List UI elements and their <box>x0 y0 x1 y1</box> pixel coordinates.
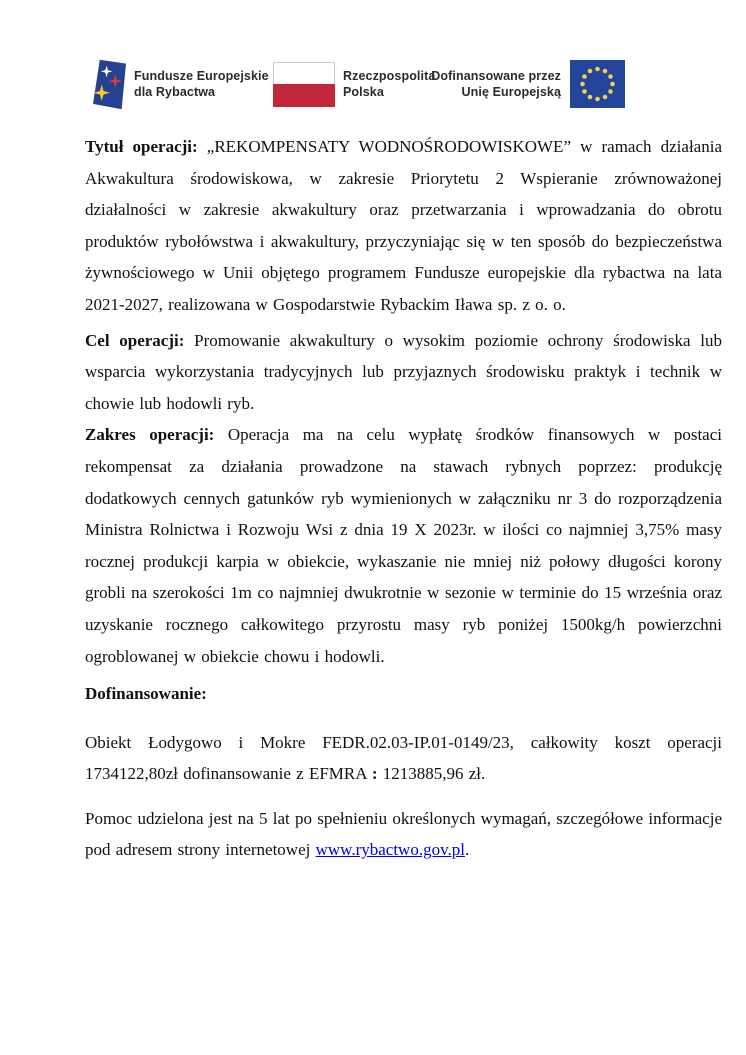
eu-flag-icon <box>570 60 625 108</box>
help-info-period: . <box>464 840 470 860</box>
fe-label-line1: Fundusze Europejskie <box>134 68 269 83</box>
logo-unia-europejska <box>431 58 625 110</box>
operation-title-text: „REKOMPENSATY WODNOŚRODOWISKOWE” w ramach działania Akwakultura środowiskowa, w zakresie Priorytetu 2 Wspieranie zrównoważonej działalności w zakresie akwakultury oraz przetwarzania i wprowadzania do obrotu produktów rybołówstwa i akwakultury, przyczyniając się w ten sposób do bezpieczeństwa żywnościowego w Unii objętego programem Fundusze europejskie dla rybactwa na lata 2021-2027, realizowana w Gospodarstwie Rybackim Iława sp. z o. o. <box>85 137 722 314</box>
rzeczpospolita-polska-label <box>343 68 435 101</box>
fundusze-europejskie-flag-icon <box>93 58 126 110</box>
fe-flag-shape <box>93 60 126 109</box>
operation-scope-text: Operacja ma na celu wypłatę środków finansowych w postaci rekompensat za działania prowadzone na stawach rybnych poprzez: produkcję dodatkowych cennych gatunków ryb wymienionych w załączniku nr 3 do rozporządzenia Ministra Rolnictwa i Rozwoju Wsi z dnia 19 X 2023r. w ilości co najmniej 3,75% masy rocznej produkcji karpia w obiekcie, wykaszanie nie mniej niż połowy długości korony grobli na szerokości 1m co najmniej dwukrotnie w sezonie w terminie do 15 września oraz uzyskanie rocznego całkowitego przyrostu masy ryb poniżej 1500kg/h powierzchni ogroblowanej w obiekcie chowu i hodowli. <box>85 425 722 666</box>
paragraph-operation-goal <box>85 325 722 420</box>
pl-label-line2: Polska <box>343 85 384 99</box>
paragraph-operation-scope <box>85 419 722 672</box>
funding-bold-colon: : <box>371 764 378 784</box>
poland-flag-red-stripe <box>273 84 335 107</box>
document-body <box>85 131 722 866</box>
operation-goal-text: Promowanie akwakultury o wysokim poziomie ochrony środowiska lub wsparcia wykorzystania tradycyjnych lub przyjaznych środowisku praktyk i technik w chowie lub hodowli ryb. <box>85 330 723 413</box>
rybactwo-website-link[interactable]: www.rybactwo.gov.pl <box>315 840 465 860</box>
eu-funding-label <box>431 68 561 101</box>
logo-header <box>0 0 746 120</box>
operation-title-label: Tytuł operacji: <box>85 137 198 156</box>
paragraph-help-info <box>85 803 722 866</box>
operation-goal-label: Cel operacji: <box>85 330 185 350</box>
funding-amount-text: 1213885,96 zł. <box>377 764 486 784</box>
paragraph-operation-title <box>85 131 722 321</box>
paragraph-funding-details <box>85 727 722 790</box>
eu-label-line1: Dofinansowane przez <box>431 68 561 83</box>
pl-label-line1: Rzeczpospolita <box>343 68 436 83</box>
help-info-text: Pomoc udzielona jest na 5 lat po spełnieniu określonych wymagań, szczegółowe informacje pod adresem strony internetowej <box>85 808 722 860</box>
poland-flag-icon <box>273 62 335 107</box>
eu-label-line2: Unię Europejską <box>461 85 561 99</box>
fundusze-europejskie-label <box>134 68 269 101</box>
operation-scope-label: Zakres operacji: <box>85 425 215 445</box>
logo-rzeczpospolita-polska <box>273 58 435 110</box>
funding-heading-label: Dofinansowanie: <box>85 684 207 704</box>
poland-flag-white-stripe <box>273 62 335 84</box>
funding-details-text: Obiekt Łodygowo i Mokre FEDR.02.03-IP.01-0149/23, całkowity koszt operacji 1734122,80zł dofinansowanie z EFMRA <box>85 732 722 784</box>
funding-heading <box>85 678 722 710</box>
fe-label-line2: dla Rybactwa <box>134 85 216 99</box>
logo-fundusze-europejskie <box>93 58 269 110</box>
